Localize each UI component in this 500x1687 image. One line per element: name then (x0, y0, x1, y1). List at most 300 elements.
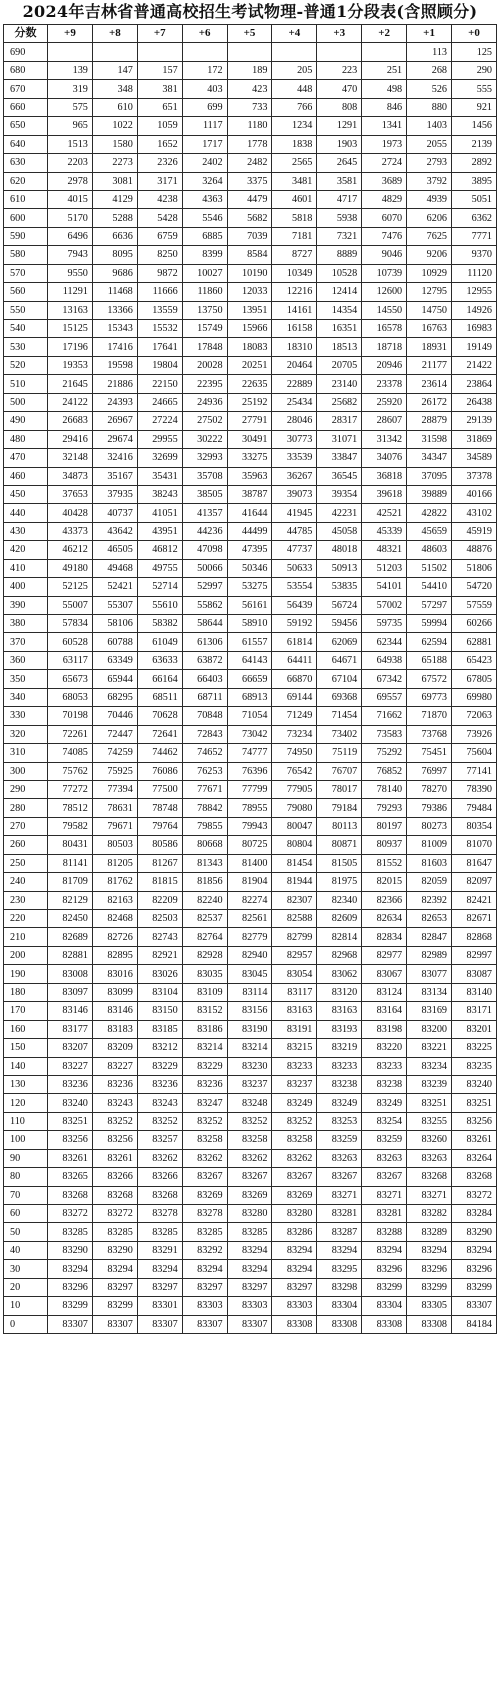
cumulative-count-cell: 1456 (452, 117, 497, 135)
cumulative-count-cell: 470 (317, 80, 362, 98)
cumulative-count-cell: 83260 (407, 1131, 452, 1149)
cumulative-count-cell: 172 (182, 61, 227, 79)
cumulative-count-cell: 83308 (407, 1315, 452, 1333)
cumulative-count-cell: 83299 (92, 1297, 137, 1315)
cumulative-count-cell: 48876 (452, 541, 497, 559)
cumulative-count-cell: 83225 (452, 1039, 497, 1057)
cumulative-count-cell: 83109 (182, 983, 227, 1001)
cumulative-count-cell: 82015 (362, 873, 407, 891)
cumulative-count-cell: 83114 (227, 983, 272, 1001)
cumulative-count-cell: 82307 (272, 891, 317, 909)
score-cell: 260 (4, 836, 48, 854)
cumulative-count-cell: 15966 (227, 320, 272, 338)
cumulative-count-cell: 83237 (227, 1075, 272, 1093)
cumulative-count-cell: 70446 (92, 707, 137, 725)
cumulative-count-cell: 33847 (317, 449, 362, 467)
cumulative-count-cell: 71054 (227, 707, 272, 725)
cumulative-count-cell: 766 (272, 98, 317, 116)
cumulative-count-cell: 2645 (317, 154, 362, 172)
cumulative-count-cell: 83294 (407, 1241, 452, 1259)
cumulative-count-cell: 1022 (92, 117, 137, 135)
cumulative-count-cell: 56161 (227, 596, 272, 614)
cumulative-count-cell: 555 (452, 80, 497, 98)
cumulative-count-cell: 83296 (48, 1278, 93, 1296)
cumulative-count-cell: 20464 (272, 356, 317, 374)
score-cell: 340 (4, 688, 48, 706)
cumulative-count-cell: 9206 (407, 246, 452, 264)
cumulative-count-cell: 29416 (48, 430, 93, 448)
score-cell: 420 (4, 541, 48, 559)
cumulative-count-cell: 44785 (272, 522, 317, 540)
cumulative-count-cell: 71249 (272, 707, 317, 725)
cumulative-count-cell: 83303 (182, 1297, 227, 1315)
cumulative-count-cell: 83262 (182, 1149, 227, 1167)
cumulative-count-cell: 14550 (362, 301, 407, 319)
table-row (4, 651, 497, 669)
cumulative-count-cell: 63633 (137, 651, 182, 669)
cumulative-count-cell: 59192 (272, 615, 317, 633)
cumulative-count-cell: 7476 (362, 227, 407, 245)
cumulative-count-cell: 31869 (452, 430, 497, 448)
header-score: 分数 (4, 25, 48, 43)
cumulative-count-cell: 69773 (407, 688, 452, 706)
cumulative-count-cell: 11860 (182, 283, 227, 301)
cumulative-count-cell: 83272 (452, 1186, 497, 1204)
cumulative-count-cell: 7625 (407, 227, 452, 245)
score-cell: 40 (4, 1241, 48, 1259)
cumulative-count-cell: 83255 (407, 1112, 452, 1130)
cumulative-count-cell: 25192 (227, 393, 272, 411)
cumulative-count-cell: 82450 (48, 910, 93, 928)
cumulative-count-cell: 83163 (317, 1002, 362, 1020)
cumulative-count-cell: 80197 (362, 817, 407, 835)
cumulative-count-cell: 73402 (317, 725, 362, 743)
cumulative-count-cell: 10929 (407, 264, 452, 282)
cumulative-count-cell: 82779 (227, 928, 272, 946)
cumulative-count-cell: 4479 (227, 190, 272, 208)
cumulative-count-cell: 83294 (48, 1260, 93, 1278)
score-cell: 610 (4, 190, 48, 208)
cumulative-count-cell: 50066 (182, 559, 227, 577)
cumulative-count-cell: 76707 (317, 762, 362, 780)
cumulative-count-cell: 5546 (182, 209, 227, 227)
score-cell: 580 (4, 246, 48, 264)
cumulative-count-cell: 8250 (137, 246, 182, 264)
score-cell: 220 (4, 910, 48, 928)
cumulative-count-cell: 2273 (92, 154, 137, 172)
table-row (4, 928, 497, 946)
cumulative-count-cell: 83285 (48, 1223, 93, 1241)
score-cell: 90 (4, 1149, 48, 1167)
cumulative-count-cell: 28879 (407, 412, 452, 430)
table-row (4, 1057, 497, 1075)
cumulative-count-cell: 79386 (407, 799, 452, 817)
cumulative-count-cell: 1059 (137, 117, 182, 135)
cumulative-count-cell: 83117 (272, 983, 317, 1001)
table-row (4, 1020, 497, 1038)
cumulative-count-cell: 76396 (227, 762, 272, 780)
score-cell: 560 (4, 283, 48, 301)
cumulative-count-cell: 83171 (452, 1002, 497, 1020)
cumulative-count-cell: 79080 (272, 799, 317, 817)
cumulative-count-cell: 498 (362, 80, 407, 98)
cumulative-count-cell: 83258 (227, 1131, 272, 1149)
table-row (4, 1297, 497, 1315)
cumulative-count-cell: 83301 (137, 1297, 182, 1315)
cumulative-count-cell: 68913 (227, 688, 272, 706)
cumulative-count-cell: 12795 (407, 283, 452, 301)
cumulative-count-cell: 83104 (137, 983, 182, 1001)
table-row (4, 1278, 497, 1296)
table-row (4, 817, 497, 835)
cumulative-count-cell: 43951 (137, 522, 182, 540)
cumulative-count-cell: 83278 (137, 1205, 182, 1223)
cumulative-count-cell: 45058 (317, 522, 362, 540)
cumulative-count-cell: 83239 (407, 1075, 452, 1093)
cumulative-count-cell: 83209 (92, 1039, 137, 1057)
cumulative-count-cell: 1903 (317, 135, 362, 153)
cumulative-count-cell: 58910 (227, 615, 272, 633)
cumulative-count-cell: 17196 (48, 338, 93, 356)
table-row (4, 117, 497, 135)
cumulative-count-cell: 47737 (272, 541, 317, 559)
cumulative-count-cell: 55610 (137, 596, 182, 614)
cumulative-count-cell: 22889 (272, 375, 317, 393)
cumulative-count-cell: 62881 (452, 633, 497, 651)
cumulative-count-cell: 24393 (92, 393, 137, 411)
cumulative-count-cell: 37935 (92, 485, 137, 503)
score-cell: 410 (4, 559, 48, 577)
cumulative-count-cell: 69144 (272, 688, 317, 706)
cumulative-count-cell: 83267 (362, 1168, 407, 1186)
cumulative-count-cell: 64411 (272, 651, 317, 669)
cumulative-count-cell: 7771 (452, 227, 497, 245)
cumulative-count-cell: 81856 (182, 873, 227, 891)
cumulative-count-cell: 83251 (48, 1112, 93, 1130)
cumulative-count-cell: 83294 (92, 1260, 137, 1278)
cumulative-count-cell: 2978 (48, 172, 93, 190)
cumulative-count-cell: 83263 (317, 1149, 362, 1167)
page-title: 2024年吉林省普通高校招生考试物理-普通1分段表(含照顾分) (22, 2, 478, 21)
cumulative-count-cell: 74950 (272, 744, 317, 762)
cumulative-count-cell: 39073 (272, 485, 317, 503)
cumulative-count-cell: 60266 (452, 615, 497, 633)
score-cell: 460 (4, 467, 48, 485)
cumulative-count-cell: 83268 (452, 1168, 497, 1186)
cumulative-count-cell: 83134 (407, 983, 452, 1001)
cumulative-count-cell: 45659 (407, 522, 452, 540)
cumulative-count-cell: 75451 (407, 744, 452, 762)
cumulative-count-cell: 42521 (362, 504, 407, 522)
cumulative-count-cell: 83254 (362, 1112, 407, 1130)
cumulative-count-cell: 83238 (362, 1075, 407, 1093)
cumulative-count-cell: 83249 (317, 1094, 362, 1112)
cumulative-count-cell: 83292 (182, 1241, 227, 1259)
cumulative-count-cell: 31071 (317, 430, 362, 448)
score-cell: 690 (4, 43, 48, 61)
cumulative-count-cell: 83220 (362, 1039, 407, 1057)
cumulative-count-cell: 83124 (362, 983, 407, 1001)
cumulative-count-cell: 83169 (407, 1002, 452, 1020)
score-cell: 330 (4, 707, 48, 725)
cumulative-count-cell: 83257 (137, 1131, 182, 1149)
cumulative-count-cell: 83303 (227, 1297, 272, 1315)
cumulative-count-cell: 75119 (317, 744, 362, 762)
cumulative-count-cell: 83299 (48, 1297, 93, 1315)
cumulative-count-cell: 77141 (452, 762, 497, 780)
cumulative-count-cell: 68295 (92, 688, 137, 706)
table-row (4, 559, 497, 577)
header-offset: +2 (362, 25, 407, 43)
cumulative-count-cell: 83252 (182, 1112, 227, 1130)
cumulative-count-cell: 6636 (92, 227, 137, 245)
cumulative-count-cell: 7039 (227, 227, 272, 245)
cumulative-count-cell: 82921 (137, 946, 182, 964)
cumulative-count-cell: 12414 (317, 283, 362, 301)
cumulative-count-cell: 51203 (362, 559, 407, 577)
cumulative-count-cell: 965 (48, 117, 93, 135)
cumulative-count-cell: 83221 (407, 1039, 452, 1057)
cumulative-count-cell: 7943 (48, 246, 93, 264)
cumulative-count-cell: 83235 (452, 1057, 497, 1075)
table-row (4, 98, 497, 116)
cumulative-count-cell: 83230 (227, 1057, 272, 1075)
cumulative-count-cell: 48018 (317, 541, 362, 559)
cumulative-count-cell: 41644 (227, 504, 272, 522)
cumulative-count-cell: 83262 (227, 1149, 272, 1167)
cumulative-count-cell: 79671 (92, 817, 137, 835)
cumulative-count-cell: 83193 (317, 1020, 362, 1038)
cumulative-count-cell: 79484 (452, 799, 497, 817)
cumulative-count-cell: 80113 (317, 817, 362, 835)
cumulative-count-cell: 83271 (317, 1186, 362, 1204)
cumulative-count-cell: 80354 (452, 817, 497, 835)
cumulative-count-cell: 83262 (137, 1149, 182, 1167)
cumulative-count-cell: 83297 (272, 1278, 317, 1296)
cumulative-count-cell: 45919 (452, 522, 497, 540)
cumulative-count-cell: 83261 (48, 1149, 93, 1167)
cumulative-count-cell: 83233 (317, 1057, 362, 1075)
cumulative-count-cell: 82163 (92, 891, 137, 909)
score-cell: 430 (4, 522, 48, 540)
cumulative-count-cell: 83236 (137, 1075, 182, 1093)
cumulative-count-cell: 82834 (362, 928, 407, 946)
cumulative-count-cell: 76997 (407, 762, 452, 780)
cumulative-count-cell: 5051 (452, 190, 497, 208)
cumulative-count-cell: 65188 (407, 651, 452, 669)
cumulative-count-cell: 83237 (272, 1075, 317, 1093)
cumulative-count-cell: 29139 (452, 412, 497, 430)
score-cell: 230 (4, 891, 48, 909)
cumulative-count-cell: 82928 (182, 946, 227, 964)
cumulative-count-cell: 20028 (182, 356, 227, 374)
cumulative-count-cell: 83307 (137, 1315, 182, 1333)
cumulative-count-cell: 57834 (48, 615, 93, 633)
cumulative-count-cell: 11291 (48, 283, 93, 301)
cumulative-count-cell: 921 (452, 98, 497, 116)
cumulative-count-cell: 348 (92, 80, 137, 98)
table-row (4, 485, 497, 503)
cumulative-count-cell: 81343 (182, 854, 227, 872)
cumulative-count-cell: 83271 (362, 1186, 407, 1204)
cumulative-count-cell: 83177 (48, 1020, 93, 1038)
cumulative-count-cell: 1973 (362, 135, 407, 153)
cumulative-count-cell: 32148 (48, 449, 93, 467)
cumulative-count-cell: 83287 (317, 1223, 362, 1241)
cumulative-count-cell: 21177 (407, 356, 452, 374)
cumulative-count-cell: 83229 (137, 1057, 182, 1075)
cumulative-count-cell: 76542 (272, 762, 317, 780)
cumulative-count-cell: 2139 (452, 135, 497, 153)
cumulative-count-cell: 83296 (407, 1260, 452, 1278)
cumulative-count-cell: 83267 (317, 1168, 362, 1186)
cumulative-count-cell: 83280 (272, 1205, 317, 1223)
cumulative-count-cell: 21645 (48, 375, 93, 393)
score-cell: 600 (4, 209, 48, 227)
cumulative-count-cell: 22635 (227, 375, 272, 393)
cumulative-count-cell: 81505 (317, 854, 362, 872)
cumulative-count-cell: 21422 (452, 356, 497, 374)
cumulative-count-cell: 16983 (452, 320, 497, 338)
cumulative-count-cell: 82957 (272, 946, 317, 964)
cumulative-count-cell: 67805 (452, 670, 497, 688)
score-cell: 140 (4, 1057, 48, 1075)
cumulative-count-cell: 83219 (317, 1039, 362, 1057)
cumulative-count-cell: 65423 (452, 651, 497, 669)
cumulative-count-cell: 78955 (227, 799, 272, 817)
cumulative-count-cell: 83163 (272, 1002, 317, 1020)
cumulative-count-cell: 83198 (362, 1020, 407, 1038)
score-cell: 240 (4, 873, 48, 891)
cumulative-count-cell: 5938 (317, 209, 362, 227)
cumulative-count-cell: 83294 (272, 1241, 317, 1259)
cumulative-count-cell: 83247 (182, 1094, 227, 1112)
cumulative-count-cell: 55862 (182, 596, 227, 614)
table-row (4, 61, 497, 79)
table-row (4, 1149, 497, 1167)
cumulative-count-cell: 189 (227, 61, 272, 79)
cumulative-count-cell: 66870 (272, 670, 317, 688)
cumulative-count-cell: 4238 (137, 190, 182, 208)
cumulative-count-cell: 83285 (92, 1223, 137, 1241)
cumulative-count-cell: 83212 (137, 1039, 182, 1057)
cumulative-count-cell: 2724 (362, 154, 407, 172)
cumulative-count-cell: 77272 (48, 780, 93, 798)
cumulative-count-cell: 36545 (317, 467, 362, 485)
score-cell: 360 (4, 651, 48, 669)
table-row (4, 393, 497, 411)
cumulative-count-cell: 53554 (272, 578, 317, 596)
table-row (4, 154, 497, 172)
cumulative-count-cell: 54410 (407, 578, 452, 596)
score-cell: 510 (4, 375, 48, 393)
cumulative-count-cell: 83269 (227, 1186, 272, 1204)
cumulative-count-cell: 205 (272, 61, 317, 79)
cumulative-count-cell: 82653 (407, 910, 452, 928)
cumulative-count-cell: 70848 (182, 707, 227, 725)
cumulative-count-cell: 423 (227, 80, 272, 98)
cumulative-count-cell: 82743 (137, 928, 182, 946)
table-row (4, 578, 497, 596)
cumulative-count-cell: 83268 (137, 1186, 182, 1204)
cumulative-count-cell: 83308 (272, 1315, 317, 1333)
cumulative-count-cell: 83026 (137, 965, 182, 983)
cumulative-count-cell: 25682 (317, 393, 362, 411)
cumulative-count-cell: 82989 (407, 946, 452, 964)
cumulative-count-cell: 35167 (92, 467, 137, 485)
cumulative-count-cell: 58382 (137, 615, 182, 633)
cumulative-count-cell: 13750 (182, 301, 227, 319)
cumulative-count-cell: 83234 (407, 1057, 452, 1075)
cumulative-count-cell: 55007 (48, 596, 93, 614)
score-cell: 660 (4, 98, 48, 116)
cumulative-count-cell: 73768 (407, 725, 452, 743)
cumulative-count-cell: 83062 (317, 965, 362, 983)
score-cell: 30 (4, 1260, 48, 1278)
cumulative-count-cell: 83214 (182, 1039, 227, 1057)
cumulative-count-cell: 2565 (272, 154, 317, 172)
table-row (4, 264, 497, 282)
cumulative-count-cell: 7181 (272, 227, 317, 245)
score-cell: 70 (4, 1186, 48, 1204)
cumulative-count-cell: 67104 (317, 670, 362, 688)
cumulative-count-cell: 12216 (272, 283, 317, 301)
cumulative-count-cell: 71454 (317, 707, 362, 725)
cumulative-count-cell: 65944 (92, 670, 137, 688)
cumulative-count-cell: 82968 (317, 946, 362, 964)
cumulative-count-cell: 78842 (182, 799, 227, 817)
cumulative-count-cell: 81904 (227, 873, 272, 891)
cumulative-count-cell: 83214 (227, 1039, 272, 1057)
cumulative-count-cell: 75604 (452, 744, 497, 762)
cumulative-count-cell: 125 (452, 43, 497, 61)
table-header-row (4, 25, 497, 43)
cumulative-count-cell: 147 (92, 61, 137, 79)
cumulative-count-cell: 83256 (48, 1131, 93, 1149)
cumulative-count-cell: 81400 (227, 854, 272, 872)
cumulative-count-cell: 77500 (137, 780, 182, 798)
header-offset: +4 (272, 25, 317, 43)
cumulative-count-cell: 29674 (92, 430, 137, 448)
cumulative-count-cell: 83054 (272, 965, 317, 983)
cumulative-count-cell: 23614 (407, 375, 452, 393)
cumulative-count-cell: 83263 (407, 1149, 452, 1167)
cumulative-count-cell: 36818 (362, 467, 407, 485)
cumulative-count-cell: 51502 (407, 559, 452, 577)
table-row (4, 596, 497, 614)
cumulative-count-cell: 26683 (48, 412, 93, 430)
cumulative-count-cell: 69368 (317, 688, 362, 706)
cumulative-count-cell: 83077 (407, 965, 452, 983)
cumulative-count-cell: 83303 (272, 1297, 317, 1315)
cumulative-count-cell: 83243 (137, 1094, 182, 1112)
cumulative-count-cell: 83256 (452, 1112, 497, 1130)
cumulative-count-cell: 12955 (452, 283, 497, 301)
score-cell: 630 (4, 154, 48, 172)
cumulative-count-cell: 610 (92, 98, 137, 116)
cumulative-count-cell: 82340 (317, 891, 362, 909)
cumulative-count-cell: 83152 (182, 1002, 227, 1020)
table-row (4, 744, 497, 762)
score-cell: 480 (4, 430, 48, 448)
cumulative-count-cell: 83271 (407, 1186, 452, 1204)
cumulative-count-cell: 70198 (48, 707, 93, 725)
cumulative-count-cell: 83264 (452, 1149, 497, 1167)
table-row (4, 762, 497, 780)
cumulative-count-cell: 83284 (452, 1205, 497, 1223)
cumulative-count-cell: 33539 (272, 449, 317, 467)
cumulative-count-cell: 81454 (272, 854, 317, 872)
